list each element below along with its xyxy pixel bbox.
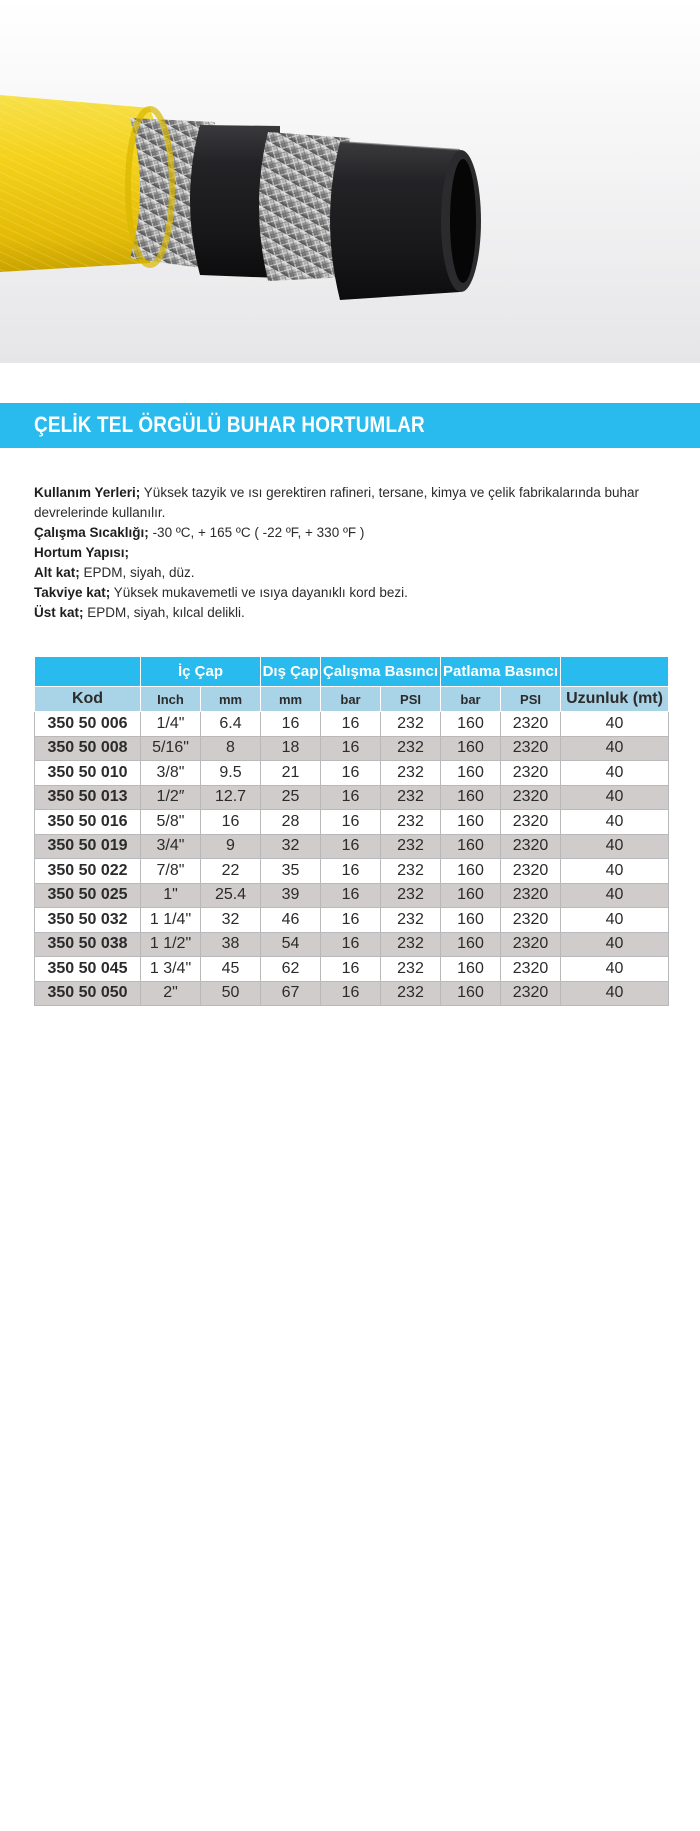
cell-dis-mm: 67	[261, 981, 321, 1006]
cell-dis-mm: 39	[261, 883, 321, 908]
cell-patlama-psi: 2320	[501, 810, 561, 835]
cell-dis-mm: 35	[261, 859, 321, 884]
spec-table	[34, 656, 669, 1006]
reinforcement-label: Takviye kat;	[34, 585, 111, 600]
temperature-label: Çalışma Sıcaklığı;	[34, 525, 149, 540]
cell-patlama-psi: 2320	[501, 761, 561, 786]
reinforcement-line	[34, 583, 664, 603]
cell-dis-mm: 54	[261, 932, 321, 957]
cell-patlama-bar: 160	[441, 712, 501, 737]
usage-label: Kullanım Yerleri;	[34, 485, 141, 500]
cell-kod: 350 50 016	[35, 810, 141, 835]
header-dis-mm: mm	[261, 687, 321, 712]
cell-calisma-bar: 16	[321, 981, 381, 1006]
cell-dis-mm: 25	[261, 785, 321, 810]
table-body	[35, 712, 669, 1006]
header-calisma-basinci: Çalışma Basıncı	[321, 657, 441, 687]
outer-layer-line	[34, 603, 664, 623]
cell-calisma-bar: 16	[321, 712, 381, 737]
cell-calisma-psi: 232	[381, 810, 441, 835]
product-image	[0, 0, 700, 363]
cell-calisma-psi: 232	[381, 981, 441, 1006]
temperature-line	[34, 523, 664, 543]
cell-calisma-bar: 16	[321, 834, 381, 859]
structure-label: Hortum Yapısı;	[34, 545, 130, 560]
cell-patlama-bar: 160	[441, 834, 501, 859]
cell-dis-mm: 28	[261, 810, 321, 835]
cell-calisma-bar: 16	[321, 908, 381, 933]
cell-uzunluk: 40	[561, 761, 669, 786]
cell-calisma-bar: 16	[321, 736, 381, 761]
cell-patlama-bar: 160	[441, 859, 501, 884]
header-calisma-psi: PSI	[381, 687, 441, 712]
cell-inch: 7/8"	[141, 859, 201, 884]
cell-patlama-psi: 2320	[501, 908, 561, 933]
header-dis-cap: Dış Çap	[261, 657, 321, 687]
cell-calisma-psi: 232	[381, 908, 441, 933]
header-calisma-bar: bar	[321, 687, 381, 712]
cell-uzunluk: 40	[561, 834, 669, 859]
header-patlama-basinci: Patlama Basıncı	[441, 657, 561, 687]
inner-layer-line	[34, 563, 664, 583]
cell-calisma-psi: 232	[381, 932, 441, 957]
outer-layer-text: EPDM, siyah, kılcal delikli.	[83, 605, 245, 620]
cell-kod: 350 50 019	[35, 834, 141, 859]
cell-ic-mm: 22	[201, 859, 261, 884]
cell-uzunluk: 40	[561, 785, 669, 810]
cell-inch: 1 1/4"	[141, 908, 201, 933]
cell-dis-mm: 46	[261, 908, 321, 933]
temperature-text: -30 ºC, + 165 ºC ( -22 ºF, + 330 ºF )	[148, 525, 365, 540]
cell-kod: 350 50 032	[35, 908, 141, 933]
cell-patlama-psi: 2320	[501, 981, 561, 1006]
cell-calisma-bar: 16	[321, 932, 381, 957]
cell-patlama-bar: 160	[441, 981, 501, 1006]
cell-inch: 3/4"	[141, 834, 201, 859]
cell-patlama-psi: 2320	[501, 785, 561, 810]
cell-inch: 2"	[141, 981, 201, 1006]
table-row	[35, 834, 669, 859]
cell-kod: 350 50 006	[35, 712, 141, 737]
cell-inch: 1 1/2"	[141, 932, 201, 957]
cell-dis-mm: 32	[261, 834, 321, 859]
product-description	[34, 483, 664, 623]
table-row	[35, 859, 669, 884]
table-row	[35, 810, 669, 835]
cell-calisma-psi: 232	[381, 712, 441, 737]
cell-patlama-psi: 2320	[501, 712, 561, 737]
cell-inch: 5/16"	[141, 736, 201, 761]
header-empty-uzunluk	[561, 657, 669, 687]
cell-patlama-psi: 2320	[501, 859, 561, 884]
cell-uzunluk: 40	[561, 736, 669, 761]
header-inch: Inch	[141, 687, 201, 712]
header-kod: Kod	[35, 687, 141, 712]
cell-inch: 1"	[141, 883, 201, 908]
cell-patlama-bar: 160	[441, 785, 501, 810]
cell-inch: 1/2″	[141, 785, 201, 810]
cell-uzunluk: 40	[561, 908, 669, 933]
cell-calisma-psi: 232	[381, 957, 441, 982]
cell-ic-mm: 9	[201, 834, 261, 859]
cell-ic-mm: 9.5	[201, 761, 261, 786]
cell-patlama-bar: 160	[441, 883, 501, 908]
table-row	[35, 883, 669, 908]
cell-kod: 350 50 008	[35, 736, 141, 761]
inner-layer-text: EPDM, siyah, düz.	[79, 565, 195, 580]
cell-calisma-bar: 16	[321, 957, 381, 982]
cell-ic-mm: 25.4	[201, 883, 261, 908]
cell-calisma-psi: 232	[381, 785, 441, 810]
cell-dis-mm: 16	[261, 712, 321, 737]
cell-patlama-psi: 2320	[501, 932, 561, 957]
cell-patlama-bar: 160	[441, 761, 501, 786]
table-row	[35, 785, 669, 810]
cell-ic-mm: 8	[201, 736, 261, 761]
cell-calisma-bar: 16	[321, 810, 381, 835]
cell-uzunluk: 40	[561, 712, 669, 737]
page-title: ÇELİK TEL ÖRGÜLÜ BUHAR HORTUMLAR	[34, 412, 425, 437]
table-row	[35, 981, 669, 1006]
inner-layer-label: Alt kat;	[34, 565, 80, 580]
cell-patlama-psi: 2320	[501, 883, 561, 908]
cell-inch: 1/4"	[141, 712, 201, 737]
title-band	[0, 403, 700, 448]
table-row	[35, 908, 669, 933]
outer-layer-label: Üst kat;	[34, 605, 84, 620]
cell-dis-mm: 62	[261, 957, 321, 982]
header-empty-kod	[35, 657, 141, 687]
cell-calisma-psi: 232	[381, 736, 441, 761]
cell-ic-mm: 45	[201, 957, 261, 982]
cell-uzunluk: 40	[561, 883, 669, 908]
cell-ic-mm: 6.4	[201, 712, 261, 737]
cell-patlama-psi: 2320	[501, 736, 561, 761]
table-row	[35, 761, 669, 786]
cell-kod: 350 50 013	[35, 785, 141, 810]
cell-kod: 350 50 010	[35, 761, 141, 786]
cell-dis-mm: 18	[261, 736, 321, 761]
cell-inch: 3/8"	[141, 761, 201, 786]
cell-uzunluk: 40	[561, 932, 669, 957]
reinforcement-text: Yüksek mukavemetli ve ısıya dayanıklı kord bezi.	[110, 585, 408, 600]
cell-ic-mm: 38	[201, 932, 261, 957]
cell-calisma-bar: 16	[321, 785, 381, 810]
cell-kod: 350 50 050	[35, 981, 141, 1006]
cell-ic-mm: 12.7	[201, 785, 261, 810]
table-sub-header	[35, 687, 669, 712]
table-row	[35, 712, 669, 737]
header-ic-cap: İç Çap	[141, 657, 261, 687]
cell-kod: 350 50 025	[35, 883, 141, 908]
table-row	[35, 957, 669, 982]
cell-calisma-bar: 16	[321, 883, 381, 908]
cell-inch: 1 3/4"	[141, 957, 201, 982]
header-patlama-psi: PSI	[501, 687, 561, 712]
usage-text: Yüksek tazyik ve ısı gerektiren rafineri, tersane, kimya ve çelik fabrikalarında buhar devrelerinde kullanılır.	[34, 485, 640, 520]
usage-line	[34, 483, 664, 523]
cell-calisma-psi: 232	[381, 859, 441, 884]
cell-uzunluk: 40	[561, 859, 669, 884]
cell-patlama-bar: 160	[441, 736, 501, 761]
cell-patlama-bar: 160	[441, 810, 501, 835]
cell-patlama-bar: 160	[441, 908, 501, 933]
cell-kod: 350 50 045	[35, 957, 141, 982]
cell-inch: 5/8"	[141, 810, 201, 835]
cell-uzunluk: 40	[561, 810, 669, 835]
header-ic-mm: mm	[201, 687, 261, 712]
table-row	[35, 932, 669, 957]
cell-dis-mm: 21	[261, 761, 321, 786]
cell-patlama-bar: 160	[441, 932, 501, 957]
cell-calisma-bar: 16	[321, 859, 381, 884]
cell-patlama-bar: 160	[441, 957, 501, 982]
table-row	[35, 736, 669, 761]
steam-hose-illustration	[0, 0, 700, 363]
cell-ic-mm: 50	[201, 981, 261, 1006]
header-patlama-bar: bar	[441, 687, 501, 712]
structure-line	[34, 543, 664, 563]
cell-calisma-psi: 232	[381, 761, 441, 786]
cell-patlama-psi: 2320	[501, 834, 561, 859]
cell-uzunluk: 40	[561, 981, 669, 1006]
cell-ic-mm: 32	[201, 908, 261, 933]
cell-patlama-psi: 2320	[501, 957, 561, 982]
cell-kod: 350 50 022	[35, 859, 141, 884]
cell-ic-mm: 16	[201, 810, 261, 835]
cell-calisma-bar: 16	[321, 761, 381, 786]
cell-calisma-psi: 232	[381, 834, 441, 859]
cell-uzunluk: 40	[561, 957, 669, 982]
cell-kod: 350 50 038	[35, 932, 141, 957]
cell-calisma-psi: 232	[381, 883, 441, 908]
header-uzunluk: Uzunluk (mt)	[561, 687, 669, 712]
table-group-header	[35, 657, 669, 687]
